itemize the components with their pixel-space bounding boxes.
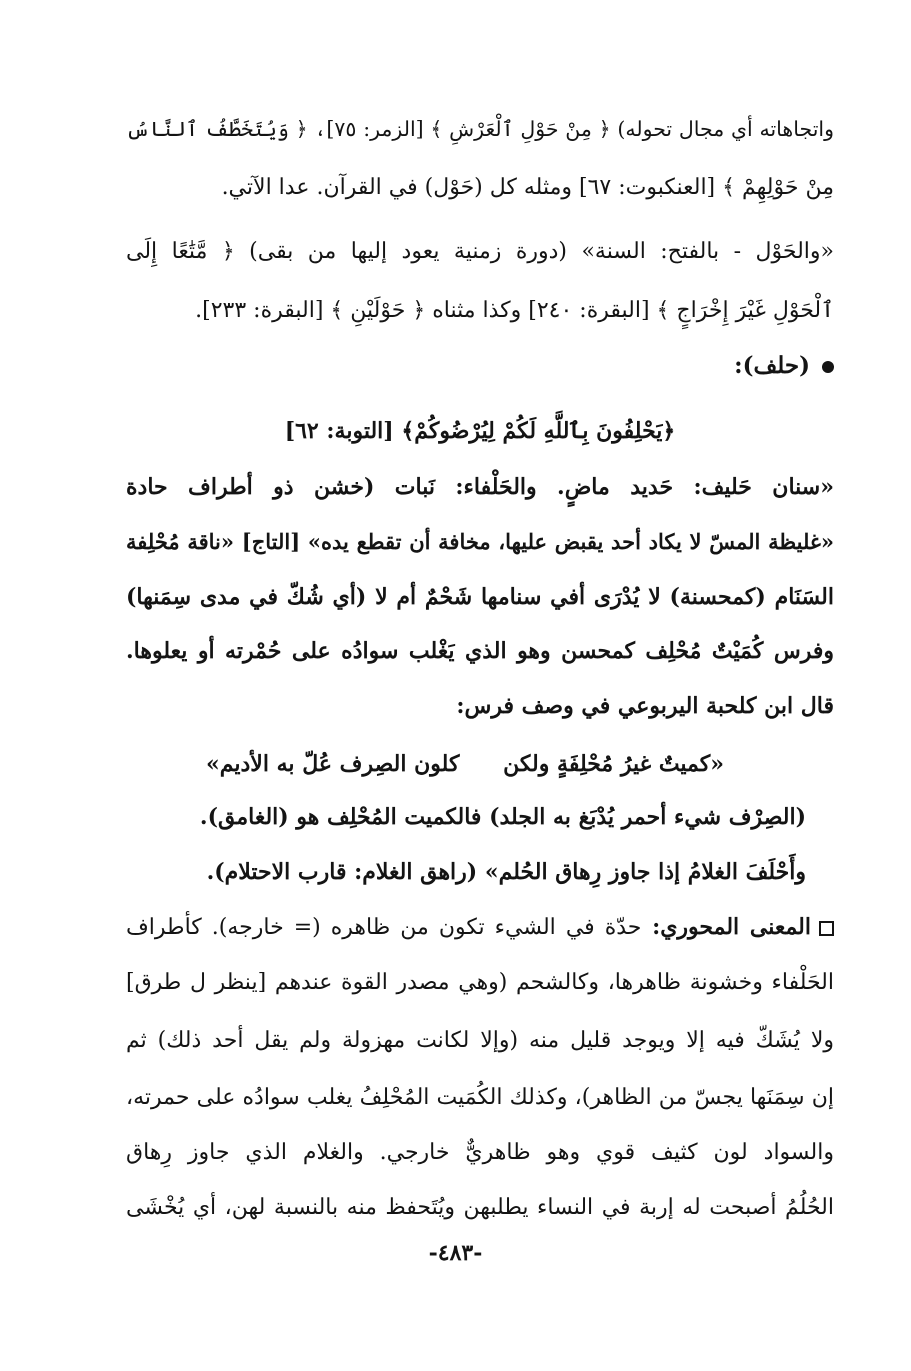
paragraph3-line-3: إن سِمَنَها يجسّ من الظاهر)، وكذلك الكُمَيت المُحْلِفُ يغلب سوادُه على حمرته، [126,1085,835,1110]
text-line-1: واتجاهاته أي مجال تحوله) ﴿ مِنْ حَوْلِ ٱلْعَرْشِ ﴾ [الزمر: ٧٥]، ﴿ وَيُتَخَطَّفُ ٱلنَّاسُ [126,117,834,141]
poem-verse [126,747,834,781]
text-line-2: مِنْ حَوْلِهِمْ ﴾ [العنكبوت: ٦٧] ومثله كل (حَوْل) في القرآن. عدا الآتي. [221,175,834,200]
square-box-icon [819,921,834,936]
page-number: -٤٨٣- [428,1240,483,1266]
poem-second-hemistich: كلون الصِرف عُلّ به الأديم» [206,751,460,777]
paragraph2-line-2: «غليظة المسّ لا يكاد أحد يقبض عليها، مخافة أن تقطع يده» [التاج] «ناقة مُحْلِفة [126,529,834,554]
core-meaning-line [126,910,834,945]
poem-first-hemistich: «كميتٌ غيرُ مُحْلِفَةٍ ولكن [503,751,724,777]
paragraph3-line-2: ولا يُشَكّ فيه إلا ويوجد قليل منه (وإلا لكانت مهزولة ولم يقل أحد ذلك) ثم [126,1028,834,1053]
text-line-4: ٱلْحَوْلِ غَيْرَ إِخْرَاجٍ ﴾ [البقرة: ٢٤٠] وكذا مثناه ﴿ حَوْلَيْنِ ﴾ [البقرة: ٢٣٣]. [195,298,834,323]
heading-text: (حلف): [734,352,810,379]
core-meaning-label: المعنى المحوري: [652,914,811,940]
paragraph2-line-3: السَنَام (كمحسنة) لا يُدْرَى أفي سنامها شَحْمٌ أم لا (أي شُكّ في مدى سِمَنها) [126,584,834,610]
quran-verse: ﴿يَحْلِفُونَ بِٱللَّهِ لَكُمْ لِيُرْضُوكُمْ﴾ [التوبة: ٦٢] [284,418,676,444]
paragraph2-line-1: «سنان حَليف: حَديد ماضٍ. والحَلْفاء: نَبات (خشن ذو أطراف حادة [126,474,834,500]
paragraph2-line-5: قال ابن كلحبة اليربوعي في وصف فرس: [456,693,834,719]
core-meaning-text: حدّة في الشيء تكون من ظاهره (= خارجه). كأطراف [126,915,642,940]
paragraph3-line-5: الحُلُمُ أصبحت له إربة في النساء يطلبهن ويُتَحفظ منه بالنسبة لهن، أي يُخْشَى [126,1195,834,1220]
paragraph2-line-4: وفرس كُمَيْتٌ مُحْلِف كمحسن وهو الذي يَغْلب سوادُه على حُمْرته أو يعلوها. [126,638,834,664]
section-heading [126,349,834,383]
paragraph3-line-4: والسواد لون كثيف قوي وهو ظاهريٌّ خارجي. والغلام الذي جاوز رِهاق [126,1140,834,1165]
paragraph3-line-1: الحَلْفاء وخشونة ظاهرها، وكالشحم (وهي مصدر القوة عندهم [ينظر ل طرق] [126,970,834,995]
text-line-3: «والحَوْل - بالفتح: السنة» (دورة زمنية يعود إليها من بقى) ﴿ مَّتَٰعًا إِلَى [126,239,834,264]
bullet-icon [822,361,834,373]
poem-note-2: وأَحْلَفَ الغلامُ إذا جاوز رِهاق الحُلم» (راهق الغلام: قارب الاحتلام). [206,859,806,885]
poem-note-1: (الصِرْف شيء أحمر يُدْبَغ به الجلد) فالكميت المُحْلِف هو (الغامق). [199,804,806,830]
